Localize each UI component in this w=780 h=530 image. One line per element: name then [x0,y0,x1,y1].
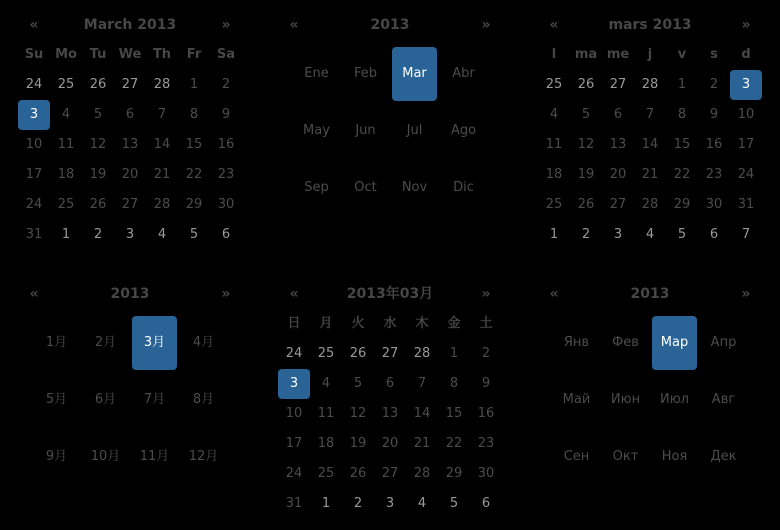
day-cell[interactable]: 6 [481,496,491,511]
day-cell[interactable]: 19 [577,167,595,182]
day-cell[interactable]: 24 [285,346,303,361]
day-cell[interactable]: 8 [189,107,199,122]
japanese-days-datepicker [278,265,502,519]
month-cell[interactable]: May [303,122,330,138]
day-cell[interactable]: 5 [449,496,459,511]
month-cell[interactable]: Sep [304,179,329,195]
panel-russian-calendar [520,265,780,530]
week-row [538,160,762,190]
day-cell[interactable]: 4 [61,107,71,122]
day-cell[interactable]: 12 [89,137,107,152]
day-cell[interactable]: 25 [545,197,563,212]
day-cell[interactable]: 5 [93,107,103,122]
month-cell[interactable]: Сен [563,448,590,464]
day-cell[interactable]: 27 [381,346,399,361]
week-row [278,489,502,519]
dow-label: Su [24,47,44,62]
day-cell[interactable]: 1 [61,227,71,242]
months-grid [552,314,748,485]
day-cell[interactable]: 2 [709,77,719,92]
day-cell[interactable]: 6 [125,107,135,122]
day-cell[interactable]: 23 [217,167,235,182]
day-cell[interactable]: 7 [741,227,751,242]
day-cell[interactable]: 11 [57,137,75,152]
day-cell[interactable]: 4 [645,227,655,242]
dow-label: Tu [89,47,107,62]
day-cell[interactable]: 26 [89,197,107,212]
month-cell[interactable]: Дек [710,448,737,464]
day-cell[interactable]: 30 [705,197,723,212]
next-arrow-icon[interactable]: » [741,17,751,33]
calendar-title[interactable]: 2013 [630,286,670,302]
month-cell[interactable]: Feb [353,65,378,81]
day-cell[interactable]: 11 [317,406,335,421]
day-cell[interactable]: 29 [185,197,203,212]
day-cell[interactable]: 5 [581,107,591,122]
day-cell[interactable]: 28 [153,77,171,92]
month-cell[interactable]: Окт [612,448,639,464]
day-cell[interactable]: 15 [445,406,463,421]
month-cell[interactable]: Ene [304,65,329,81]
day-cell[interactable]: 13 [609,137,627,152]
day-cell[interactable]: 27 [609,77,627,92]
week-row [278,459,502,489]
month-cell[interactable]: Oct [354,179,377,195]
day-cell[interactable]: 12 [577,137,595,152]
day-cell[interactable]: 25 [317,346,335,361]
day-cell[interactable]: 27 [121,197,139,212]
month-cell[interactable]: Nov [401,179,428,195]
day-cell[interactable]: 22 [445,436,463,451]
prev-arrow-icon[interactable]: « [289,17,299,33]
day-cell[interactable]: 20 [381,436,399,451]
dow-label: 水 [383,316,397,331]
day-cell[interactable]: 28 [641,77,659,92]
day-cell[interactable]: 22 [185,167,203,182]
day-cell[interactable]: 15 [673,137,691,152]
day-cell[interactable]: 26 [349,346,367,361]
month-cell[interactable]: Dic [453,179,474,195]
next-arrow-icon[interactable]: » [741,286,751,302]
dow-label: 月 [319,316,333,331]
day-cell[interactable]: 18 [317,436,335,451]
month-cell[interactable]: Ago [450,122,477,138]
panel-chinese-calendar [0,265,260,530]
day-cell[interactable]: 1 [189,77,199,92]
month-cell[interactable]: 1月 [45,334,68,350]
panel-french-calendar [520,0,780,265]
day-cell[interactable]: 6 [221,227,231,242]
day-cell[interactable]: 16 [217,137,235,152]
day-cell[interactable]: 31 [737,197,755,212]
day-cell[interactable]: 14 [641,137,659,152]
day-cell[interactable]: 11 [545,137,563,152]
dow-label: Fr [186,47,202,62]
month-cell[interactable]: 8月 [192,391,215,407]
day-cell[interactable]: 7 [645,107,655,122]
day-cell[interactable]: 4 [417,496,427,511]
day-cell[interactable]: 31 [285,496,303,511]
day-cell[interactable]: 2 [581,227,591,242]
month-cell[interactable]: 5月 [45,391,68,407]
day-cell[interactable]: 26 [89,77,107,92]
dow-label: s [710,47,718,62]
russian-months-datepicker [538,265,762,485]
day-cell[interactable]: 12 [349,406,367,421]
month-cell[interactable]: 11月 [139,448,170,464]
day-cell[interactable]: 17 [737,137,755,152]
day-cell[interactable]: 26 [349,466,367,481]
dow-label: Th [152,47,172,62]
day-cell[interactable]: 1 [449,346,459,361]
day-cell[interactable]: 13 [381,406,399,421]
next-arrow-icon[interactable]: » [221,17,231,33]
day-cell[interactable]: 2 [481,346,491,361]
day-cell[interactable]: 5 [677,227,687,242]
day-cell[interactable]: 21 [641,167,659,182]
calendar-title[interactable]: 2013年03月 [346,286,434,302]
month-cell[interactable]: 2月 [94,334,117,350]
day-cell[interactable]: 3 [613,227,623,242]
week-row [18,70,242,100]
calendar-nav [278,10,502,40]
month-cell[interactable]: Апр [710,334,737,350]
calendar-title[interactable]: 2013 [370,17,410,33]
week-row [538,100,762,130]
month-cell[interactable]: Фев [612,334,639,350]
day-cell[interactable]: 20 [121,167,139,182]
day-cell-selected[interactable]: 3 [730,70,762,100]
day-cell[interactable]: 24 [25,77,43,92]
day-cell[interactable]: 14 [413,406,431,421]
day-cell[interactable]: 29 [445,466,463,481]
day-cell-selected[interactable]: 3 [18,100,50,130]
day-cell[interactable]: 10 [285,406,303,421]
day-cell[interactable]: 6 [613,107,623,122]
french-days-datepicker [538,0,762,250]
month-cell[interactable]: Ноя [661,448,688,464]
day-cell[interactable]: 28 [413,466,431,481]
week-row [18,160,242,190]
day-cell[interactable]: 10 [25,137,43,152]
day-cell[interactable]: 25 [57,197,75,212]
dow-label: Mo [55,47,77,62]
day-cell[interactable]: 7 [157,107,167,122]
prev-arrow-icon[interactable]: « [29,17,39,33]
month-cell[interactable]: 7月 [143,391,166,407]
week-row [278,339,502,369]
day-of-week-row [18,40,242,70]
week-row [538,130,762,160]
week-row [278,369,502,399]
month-cell-selected[interactable]: Mar [392,47,437,101]
dow-label: d [741,47,751,62]
calendar-nav [18,10,242,40]
next-arrow-icon[interactable]: » [481,286,491,302]
prev-arrow-icon[interactable]: « [29,286,39,302]
dow-label: l [551,47,557,62]
calendar-nav [278,279,502,309]
day-cell[interactable]: 22 [673,167,691,182]
day-cell[interactable]: 2 [353,496,363,511]
day-cell[interactable]: 31 [25,227,43,242]
day-cell[interactable]: 27 [121,77,139,92]
day-cell[interactable]: 2 [221,77,231,92]
day-cell[interactable]: 5 [189,227,199,242]
calendar-nav [538,10,762,40]
month-cell-selected[interactable]: 3月 [132,316,177,370]
week-row [278,429,502,459]
day-cell[interactable]: 24 [285,466,303,481]
day-cell[interactable]: 4 [157,227,167,242]
day-cell[interactable]: 19 [349,436,367,451]
day-cell[interactable]: 30 [217,197,235,212]
day-cell[interactable]: 2 [93,227,103,242]
day-cell[interactable]: 27 [381,466,399,481]
day-cell[interactable]: 19 [89,167,107,182]
panel-japanese-calendar [260,265,520,530]
day-cell[interactable]: 21 [413,436,431,451]
week-row [278,399,502,429]
day-cell[interactable]: 6 [385,376,395,391]
month-cell[interactable]: 4月 [192,334,215,350]
day-cell[interactable]: 23 [477,436,495,451]
day-cell[interactable]: 14 [153,137,171,152]
day-cell[interactable]: 28 [641,197,659,212]
month-cell[interactable]: Авг [711,391,736,407]
month-cell[interactable]: 10月 [90,448,121,464]
day-cell[interactable]: 8 [449,376,459,391]
week-row [538,190,762,220]
month-cell[interactable]: Июл [660,391,689,407]
day-cell[interactable]: 9 [221,107,231,122]
month-cell-selected[interactable]: Мар [652,316,697,370]
spanish-months-datepicker [278,0,502,216]
prev-arrow-icon[interactable]: « [549,17,559,33]
week-row [18,220,242,250]
day-cell[interactable]: 26 [577,197,595,212]
month-cell[interactable]: Июн [610,391,641,407]
day-cell[interactable]: 17 [285,436,303,451]
day-cell[interactable]: 24 [25,197,43,212]
day-cell[interactable]: 25 [545,77,563,92]
day-cell[interactable]: 3 [385,496,395,511]
dow-label: me [606,47,630,62]
panel-english-calendar [0,0,260,265]
calendar-nav [18,279,242,309]
day-cell[interactable]: 10 [737,107,755,122]
day-cell[interactable]: 13 [121,137,139,152]
dow-label: v [677,47,687,62]
day-cell[interactable]: 29 [673,197,691,212]
dow-label: We [118,47,142,62]
week-row [18,130,242,160]
months-grid [292,45,488,216]
week-row [18,190,242,220]
day-cell[interactable]: 16 [705,137,723,152]
calendar-title[interactable]: mars 2013 [608,17,692,33]
day-cell[interactable]: 25 [317,466,335,481]
day-cell[interactable]: 3 [125,227,135,242]
month-cell[interactable]: Jul [406,122,423,138]
calendar-title[interactable]: March 2013 [83,17,177,33]
day-cell[interactable]: 20 [609,167,627,182]
month-cell[interactable]: Jun [355,122,376,138]
day-cell[interactable]: 8 [677,107,687,122]
next-arrow-icon[interactable]: » [221,286,231,302]
day-cell[interactable]: 18 [57,167,75,182]
panel-spanish-calendar [260,0,520,265]
dow-label: 日 [287,316,301,331]
day-cell[interactable]: 5 [353,376,363,391]
day-cell[interactable]: 23 [705,167,723,182]
prev-arrow-icon[interactable]: « [289,286,299,302]
day-cell[interactable]: 1 [677,77,687,92]
month-cell[interactable]: Май [562,391,591,407]
day-cell[interactable]: 28 [153,197,171,212]
day-cell-selected[interactable]: 3 [278,369,310,399]
day-cell[interactable]: 7 [417,376,427,391]
day-cell[interactable]: 28 [413,346,431,361]
day-cell[interactable]: 30 [477,466,495,481]
day-of-week-row [538,40,762,70]
day-cell[interactable]: 9 [709,107,719,122]
dow-label: 木 [415,316,429,331]
day-cell[interactable]: 24 [737,167,755,182]
months-grid [32,314,228,485]
month-cell[interactable]: 9月 [45,448,68,464]
month-cell[interactable]: Abr [452,65,475,81]
english-days-datepicker [18,0,242,250]
week-row [538,70,762,100]
next-arrow-icon[interactable]: » [481,17,491,33]
day-cell[interactable]: 17 [25,167,43,182]
month-cell[interactable]: Янв [563,334,590,350]
week-row [538,220,762,250]
month-cell[interactable]: 12月 [188,448,219,464]
chinese-months-datepicker [18,265,242,485]
calendar-title[interactable]: 2013 [110,286,150,302]
day-cell[interactable]: 25 [57,77,75,92]
week-row [18,100,242,130]
day-cell[interactable]: 4 [321,376,331,391]
dow-label: ma [574,47,598,62]
day-cell[interactable]: 16 [477,406,495,421]
calendar-nav [538,279,762,309]
day-cell[interactable]: 18 [545,167,563,182]
day-cell[interactable]: 26 [577,77,595,92]
day-cell[interactable]: 4 [549,107,559,122]
day-cell[interactable]: 9 [481,376,491,391]
dow-label: 火 [351,316,365,331]
month-cell[interactable]: 6月 [94,391,117,407]
day-cell[interactable]: 15 [185,137,203,152]
prev-arrow-icon[interactable]: « [549,286,559,302]
day-cell[interactable]: 1 [549,227,559,242]
dow-label: 金 [447,316,461,331]
day-cell[interactable]: 27 [609,197,627,212]
dow-label: j [647,47,653,62]
day-cell[interactable]: 6 [709,227,719,242]
day-cell[interactable]: 1 [321,496,331,511]
dow-label: 土 [479,316,493,331]
day-of-week-row [278,309,502,339]
day-cell[interactable]: 21 [153,167,171,182]
dow-label: Sa [216,47,236,62]
